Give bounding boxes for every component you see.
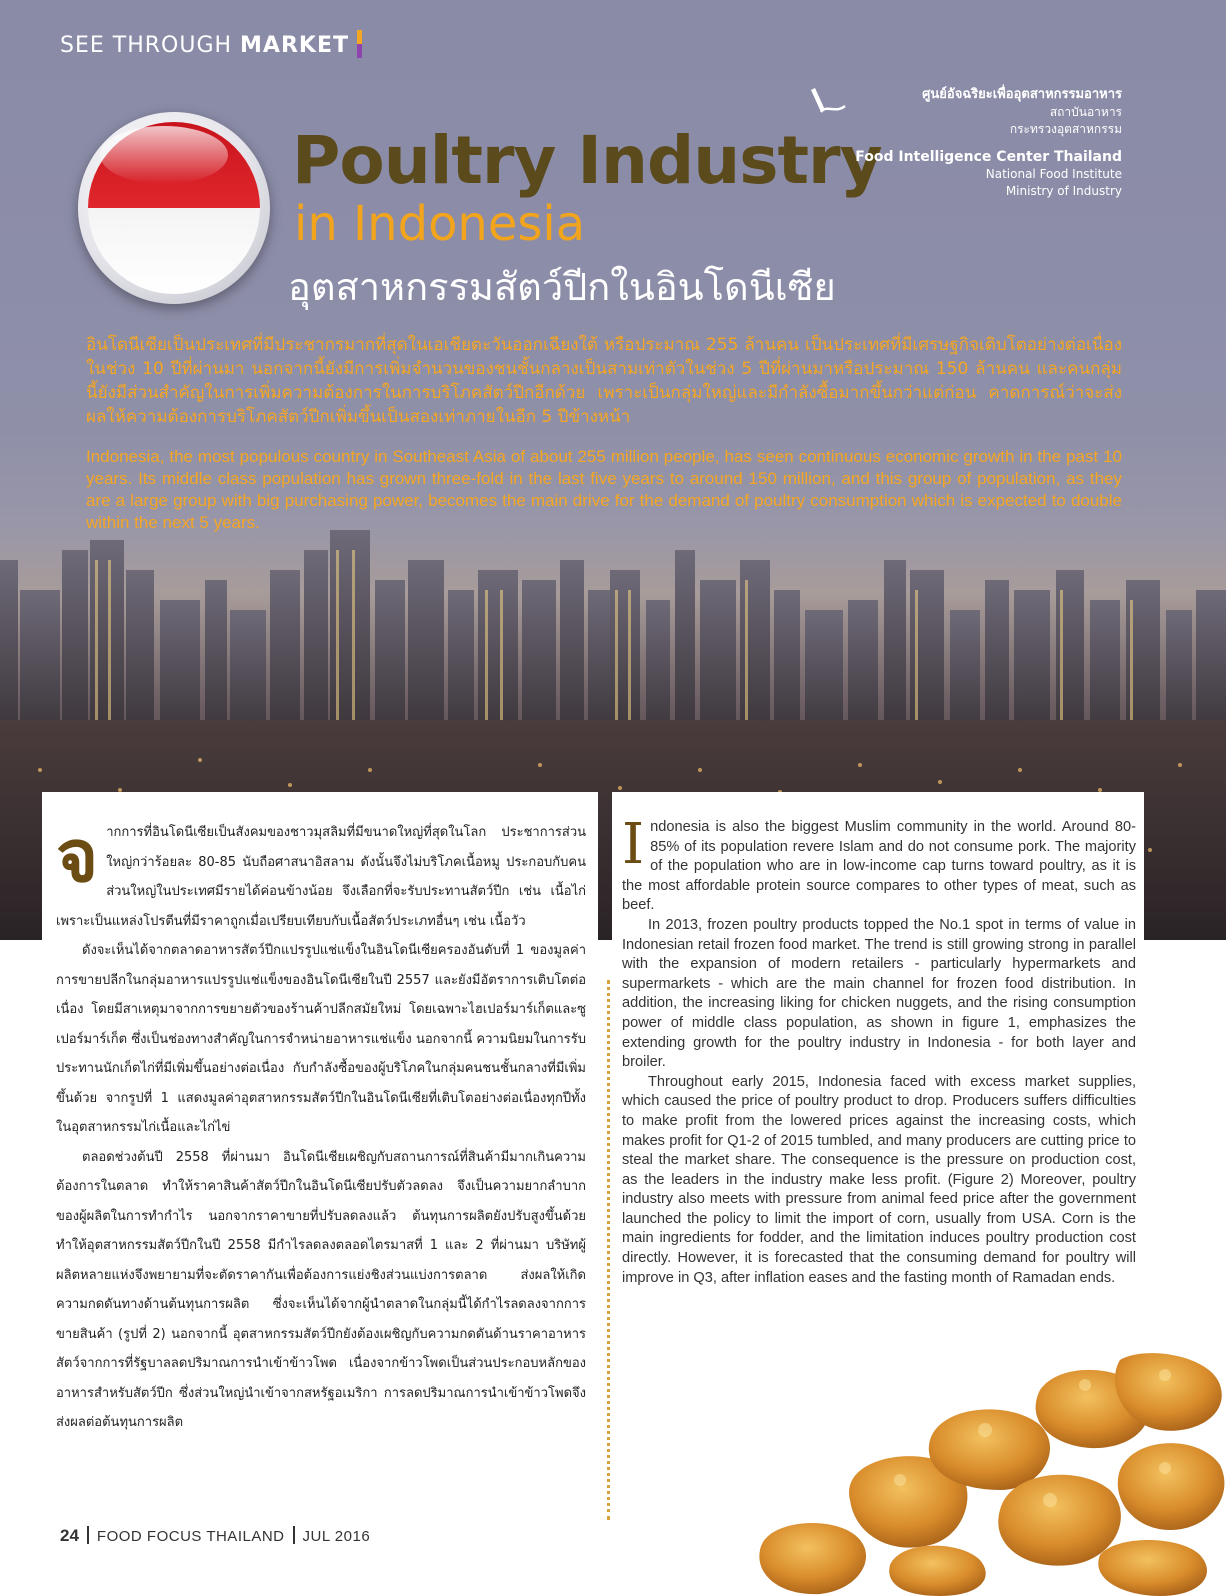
article-th-paragraph-2: ดังจะเห็นได้จากตลาดอาหารสัตว์ปีกแปรรูปแช่แข็งในอินโดนีเซียครองอันดับที่ 1 ของมูลค่าการขายปลีกในกลุ่มอาหารแปรรูปแช่แข็งของอินโดนีเซียในปี 2557 และยังมีอัตราการเติบโตต่อเนื่อง โดยมีสาเหตุมาจากการขยายตัวของร้านค้าปลีกสมัยใหม่ โดยเฉพาะไฮเปอร์มาร์เก็ตและซูเปอร์มาร์เก็ต ซึ่งเป็นช่องทางสำคัญในการจำหน่ายอาหารแช่แข็ง นอกจากนี้ ความนิยมในการรับประทานนักเก็ตไก่ที่มีเพิ่มขึ้นอย่างต่อเนื่อง กับกำลังซื้อของผู้บริโภคในกลุ่มคนชนชั้นกลางที่มีเพิ่มขึ้นด้วย จากรูปที่ 1 แสดงมูลค่าอุตสาหกรรมสัตว์ปีกในอินโดนีเซียที่เติบโตอย่างต่อเนื่องทุกปีทั้งในอุตสาหกรรมไก่เนื้อและไก่ไข่ [56,943,586,1135]
drop-cap-english: I [622,812,645,877]
intro-english: Indonesia, the most populous country in Southeast Asia of about 255 million people, has seen continuous economic growth in the past 10 years. Its middle class population has grown three-fold in the last five years to around 150 million, and this group of population, as they are a large group with big purchasing power, becomes the main drive for the demand of poultry consumption which is expected to double within the next 5 years. [86,447,1122,532]
article-en-paragraph-2: In 2013, frozen poultry products topped the No.1 spot in terms of value in Indonesian retail frozen food market. The trend is still growing strong in parallel with the expansion of modern retailers - particularly hypermarkets and supermarkets - which are the main channel for frozen food distribution. In addition, the increasing liking for chicken nuggets, and the rising consumption power of middle class population, as shown in figure 1, emphasizes the extending growth for the poultry industry in Indonesia - for both layer and broiler. [622,916,1136,1071]
section-label-light: SEE THROUGH [60,33,241,58]
page-number: 24 [60,1526,79,1545]
article-th-paragraph-1 [56,813,586,936]
credit-th-1: ศูนย์อัจฉริยะเพื่ออุตสาหกรรมอาหาร [922,87,1122,102]
credit-en-2: National Food Institute [985,167,1122,181]
article-en-p1-text: ndonesia is also the biggest Muslim community in the world. Around 80-85% of its population revere Islam and do not consume pork. The majority of the population who are in low-income cap turns toward poultry, as it is the most affordable protein source compares to other types of meat, such as beef. [622,819,1136,914]
title-thai: อุตสาหกรรมสัตว์ปีกในอินโดนีเซีย [288,265,836,309]
issue-date: JUL 2016 [302,1528,371,1545]
publication-name: FOOD FOCUS THAILAND [96,1528,285,1545]
flag-gloss [100,126,228,184]
article-column-thai [42,792,598,1512]
credit-th-3: กระทรวงอุตสาหกรรม [1009,122,1122,136]
footer-separator [87,1526,89,1544]
section-label-bar [357,30,362,58]
intro-thai: อินโดนีเซียเป็นประเทศที่มีประชากรมากที่สุดในเอเชียตะวันออกเฉียงใต้ หรือประมาณ 255 ล้านคน เป็นประเทศที่มีเศรษฐกิจเติบโตอย่างต่อเนื่องในช่วง 10 ปีที่ผ่านมา นอกจากนี้ยังมีการเพิ่มจำนวนของชนชั้นกลางเป็นสามเท่าตัวในช่วง 5 ปีที่ผ่านมาหรือประมาณ 150 ล้านคน และคนกลุ่มนี้ยังมีส่วนสำคัญในการเพิ่มความต้องการในการบริโภคสัตว์ปีกอีกด้วย เพราะเป็นกลุ่มใหญ่และมีกำลังซื้อมากขึ้นกว่าแต่ก่อน คาดการณ์ว่าจะส่งผลให้ความต้องการบริโภคสัตว์ปีกเพิ่มขึ้นเป็นสองเท่าภายในอีก 5 ปีข้างหน้า [86,335,1122,427]
article-th-p1-text: ากการที่อินโดนีเซียเป็นสังคมของชาวมุสลิมที่มีขนาดใหญ่ที่สุดในโลก ประชาการส่วนใหญ่กว่าร้อยละ 80-85 นับถือศาสนาอิสลาม ดังนั้นจึงไม่บริโภคเนื้อหมู ประกอบกับคนส่วนใหญ่ในประเทศมีรายได้ค่อนข้างน้อย จึงเลือกที่จะรับประทานสัตว์ปีก เช่น เนื้อไก่ เพราะเป็นแหล่งโปรตีนที่มีราคาถูกเมื่อเปรียบเทียบกับเนื้อสัตว์ประเภทอื่นๆ เช่น เนื้อวัว [56,825,586,929]
article-th-paragraph-3: ตลอดช่วงต้นปี 2558 ที่ผ่านมา อินโดนีเซียเผชิญกับสถานการณ์ที่สินค้ามีมากเกินความต้องการในตลาด ทำให้ราคาสินค้าสัตว์ปีกในอินโดนีเซียปรับตัวลดลง จึงเป็นความยากลำบากของผู้ผลิตในการทำกำไร นอกจากราคาขายที่ปรับลดลงแล้ว ต้นทุนการผลิตยังปรับสูงขึ้นด้วย ทำให้อุตสาหกรรมสัตว์ปีกในปี 2558 มีกำไรลดลงตลอดไตรมาสที่ 1 และ 2 ที่ผ่านมา บริษัทผู้ผลิตหลายแห่งจึงพยายามที่จะตัดราคากันเพื่อต้องการแย่งชิงส่วนแบ่งการตลาด ส่งผลให้เกิดความกดดันทางด้านต้นทุนการผลิต ซึ่งจะเห็นได้จากผู้นำตลาดในกลุ่มนี้ได้กำไรลดลงจากการขายสินค้า (รูปที่ 2) นอกจากนี้ อุตสาหกรรมสัตว์ปีกยังต้องเผชิญกับความกดดันด้านราคาอาหารสัตว์จากการที่รัฐบาลลดปริมาณการนำเข้าข้าวโพด เนื่องจากข้าวโพดเป็นส่วนประกอบหลักของอาหารสำหรับสัตว์ปีก ซึ่งส่วนใหญ่นำเข้าจากสหรัฐอเมริกา การลดปริมาณการนำเข้าข้าวโพดจึงส่งผลต่อต้นทุนการผลิต [56,1149,586,1430]
credit-en-3: Ministry of Industry [1005,184,1122,198]
section-label [60,30,362,58]
page-footer [60,1526,370,1546]
credit-th-2: สถาบันอาหาร [1049,105,1122,119]
article-column-english [612,792,1144,1362]
footer-separator [293,1526,295,1544]
title-sub: in Indonesia [294,196,586,252]
chicken-nuggets-photo [740,1350,1226,1596]
indonesia-flag-icon [78,112,270,304]
column-divider [607,980,610,1520]
pen-icon [807,86,847,116]
article-en-paragraph-3: Throughout early 2015, Indonesia faced with excess market supplies, which caused the price of poultry product to drop. Producers suffers difficulties to make profit from the lowered prices against the increasing costs, which makes profit for Q1-2 of 2015 tumbled, and many producers are cutting price to steal the market share. The consequence is the pressure on production cost, as the leaders in the industry make less profit. (Figure 2) Moreover, poultry industry also meets with pressure from animal feed price after the government launched the policy to limit the import of corn, usually from USA. Corn is the main ingredients for fodder, and the limitation induces poultry production cost directly. However, it is forecasted that the consuming demand for poultry will improve in Q3, after inflation eases and the fasting month of Ramadan ends. [622,1073,1136,1286]
credit-en-1: Food Intelligence Center Thailand [855,149,1122,165]
section-label-bold: MARKET [240,33,349,58]
drop-cap-thai: จ [56,813,99,898]
title-main: Poultry Industry [292,122,882,199]
article-en-paragraph-1 [622,812,1136,916]
author-credits [855,86,1122,200]
